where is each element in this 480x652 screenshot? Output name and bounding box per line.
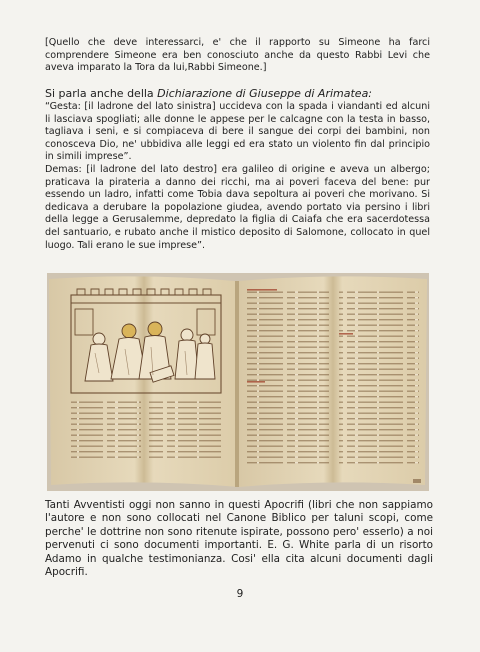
paragraph-demas: Demas: [il ladrone del lato destro] era galileo di origine e aveva un albergo; praticava la pirateria a danno dei ricchi, ma ai poveri faceva del bene: pur essendo un ladro, infatti come Tobia dava sepoltura ai poveri che morivano. Si dedicava a derubare la popolazione giudea, avendo portato via persino i libri della legge a Gerusalemme, depredato la figlia di Caiafa che era sacerdotessa del santuario, e rubato anche il mistico deposito di Salomone, collocato in quel luogo. Tali erano le sue imprese”. <box>45 164 430 251</box>
paragraph-gesta: “Gesta: [il ladrone del lato sinistra] uccideva con la spada i viandanti ed alcuni li lasciava spogliati; alle donne le appese per le calcagne con la testa in basso, tagliava i seni, e si compiaceva di bere il sangue dei corpi dei bambini, non conosceva Dio, ne' ubbidiva alle leggi ed era stato un violento fin dal principio in simili imprese”. <box>45 101 430 163</box>
paragraph-simeone: [Quello che deve interessarci, e' che il rapporto su Simeone ha farci comprendere Simeone era ben conosciuto anche da questo Rabbi Levi che aveva imparato la Tora da lui,Rabbi Simeone.] <box>45 37 430 74</box>
manuscript-illustration <box>47 273 429 491</box>
page-number: 9 <box>236 588 244 600</box>
manuscript-photo <box>47 273 429 491</box>
heading-prefix: Si parla anche della <box>45 87 158 100</box>
heading-title: Dichiarazione di Giuseppe di Arimatea: <box>157 87 373 100</box>
paragraph-avventisti: Tanti Avventisti oggi non sanno in questi Apocrifi (libri che non sappiamo l'autore e non sono collocati nel Canone Biblico per taluni scopi, come perche' le dottrine non sono ritenute ispirate, possono pero' esserlo) a noi pervenuti ci sono documenti importanti. E. G. White parla di un risorto Adamo in qualche testimonianza. Cosi' ella cita alcuni documenti dagli Apocrifi. <box>45 499 433 579</box>
section-heading <box>45 87 435 100</box>
